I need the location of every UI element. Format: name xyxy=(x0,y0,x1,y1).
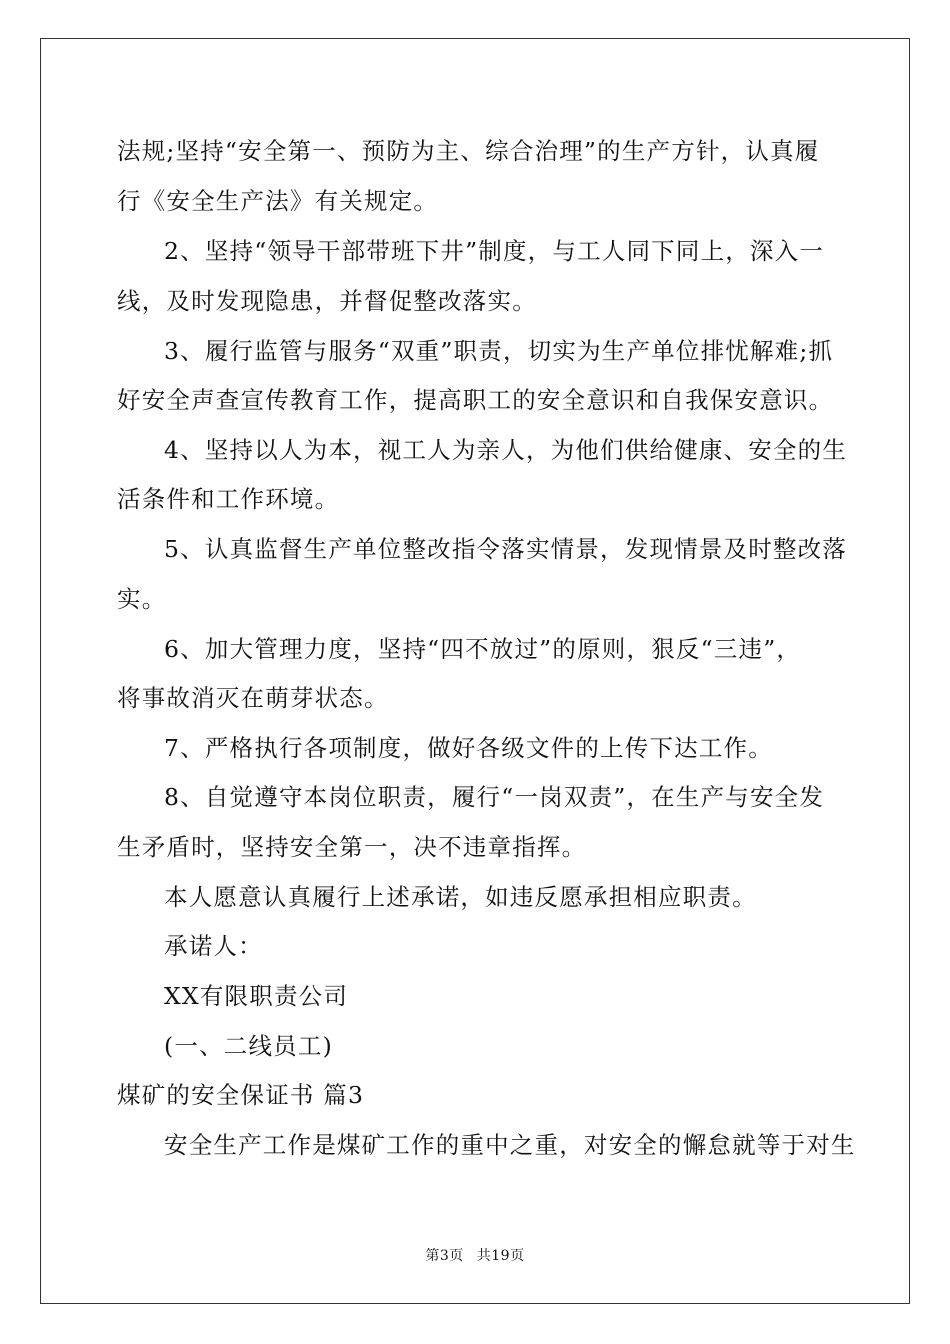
page-footer xyxy=(0,1247,950,1265)
page-total: 共19页 xyxy=(476,1248,525,1264)
text-line: 行《安全生产法》有关规定。 xyxy=(117,187,439,215)
text-line: (一、二线员工) xyxy=(164,1032,333,1060)
text-line: 活条件和工作环境。 xyxy=(117,485,340,513)
text-line: 5、认真监督生产单位整改指令落实情景，发现情景及时整改落 xyxy=(164,535,848,563)
text-line: 好安全声查宣传教育工作，提高职工的安全意识和自我保安意识。 xyxy=(117,386,834,414)
text-line: XX有限职责公司 xyxy=(164,982,349,1010)
text-line: 实。 xyxy=(117,585,167,613)
text-line: 安全生产工作是煤矿工作的重中之重，对安全的懈怠就等于对生 xyxy=(164,1131,856,1159)
text-line: 7、严格执行各项制度，做好各级文件的上传下达工作。 xyxy=(164,734,773,762)
text-line: 线，及时发现隐患，并督促整改落实。 xyxy=(117,287,537,315)
text-line: 承诺人： xyxy=(164,932,263,960)
text-line: 4、坚持以人为本，视工人为亲人，为他们供给健康、安全的生 xyxy=(164,436,848,464)
text-line: 将事故消灭在萌芽状态。 xyxy=(117,684,389,712)
text-line: 本人愿意认真履行上述承诺，如违反愿承担相应职责。 xyxy=(164,883,757,911)
page-border xyxy=(40,38,910,1304)
text-line: 8、自觉遵守本岗位职责，履行“一岗双责”，在生产与安全发 xyxy=(164,783,825,811)
text-line: 2、坚持“领导干部带班下井”制度，与工人同下同上，深入一 xyxy=(164,237,825,265)
text-line: 3、履行监管与服务“双重”职责，切实为生产单位排忧解难;抓 xyxy=(164,337,834,365)
text-line: 6、加大管理力度，坚持“四不放过”的原则，狠反“三违”， xyxy=(164,635,802,663)
section-heading: 煤矿的安全保证书 篇3 xyxy=(117,1081,365,1109)
text-line: 生矛盾时，坚持安全第一，决不违章指挥。 xyxy=(117,833,587,861)
page-number: 第3页 xyxy=(425,1248,464,1264)
text-line: 法规;坚持“安全第一、预防为主、综合治理”的生产方针，认真履 xyxy=(117,137,820,165)
